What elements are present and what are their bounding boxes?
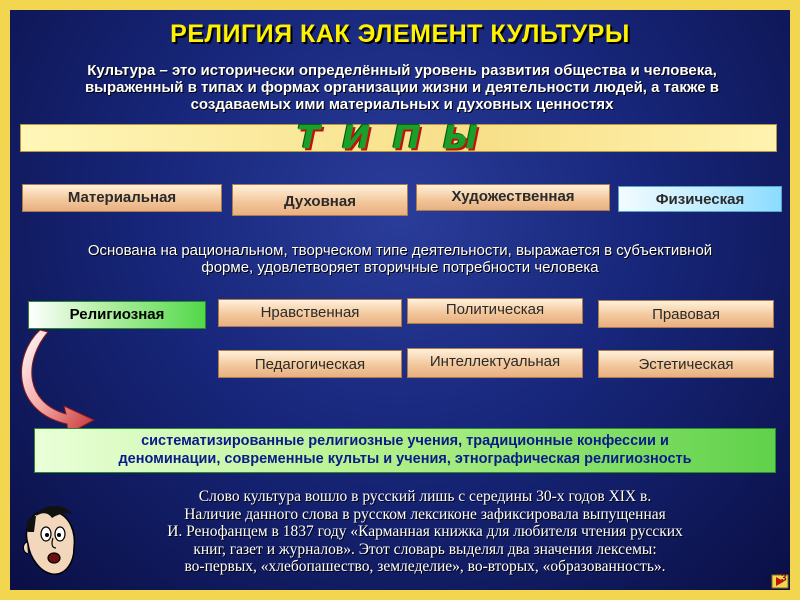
next-slide-button[interactable] (770, 573, 790, 590)
history-note-4: книг, газет и журналов». Этот словарь выделял два значения лексемы: (193, 540, 657, 558)
form-political-label: Политическая (445, 301, 545, 318)
slide-number: 3 (781, 573, 787, 584)
type-spiritual-label: Духовная (284, 193, 356, 210)
religious-forms-1: систематизированные религиозные учения, традиционные конфессии и (141, 433, 669, 449)
form-religious-label: Религиозная (69, 306, 165, 323)
definition-term: Культура (87, 62, 156, 79)
form-political[interactable] (407, 298, 583, 324)
type-physical-label: Физическая (655, 191, 745, 208)
spiritual-description-2: форме, удовлетворяет вторичные потребности человека (201, 259, 599, 276)
definition-text-2: выраженный в типах и формах организации жизни и деятельности людей, а также в (84, 79, 720, 96)
history-note-1: Слово культура вошло в русский лишь с середины 30-х годов XIX в. (198, 488, 652, 505)
form-aesthetic[interactable] (598, 350, 774, 378)
form-aesthetic-label: Эстетическая (638, 356, 734, 373)
form-legal-label: Правовая (652, 306, 720, 323)
spiritual-description (20, 242, 780, 276)
type-artistic[interactable] (416, 184, 610, 211)
types-banner-text: ТИПЫ (296, 119, 501, 157)
form-intellectual-label: Интеллектуальная (429, 353, 561, 370)
form-legal[interactable] (598, 300, 774, 328)
cartoon-face-icon (22, 502, 82, 582)
history-note (90, 488, 760, 576)
type-material-label: Материальная (67, 189, 177, 206)
slide-title: РЕЛИГИЯ КАК ЭЛЕМЕНТ КУЛЬТУРЫ (170, 20, 630, 48)
religious-forms-2: деноминации, современные культы и учения, этнографическая религиозность (118, 451, 692, 467)
type-spiritual[interactable] (232, 184, 408, 216)
form-pedagogical[interactable] (218, 350, 402, 378)
history-note-3: И. Ренофанцем в 1837 году «Карманная книжка для любителя чтения русских (167, 523, 683, 541)
history-note-5: во-первых, «хлебопашество, земледелие», во-вторых, «образованность». (184, 558, 666, 576)
type-artistic-label: Художественная (451, 188, 575, 205)
definition-text-3: создаваемых ими материальных и духовных ценностях (190, 96, 614, 113)
religious-forms-box (34, 428, 776, 473)
form-intellectual[interactable] (407, 348, 583, 378)
culture-definition (42, 62, 762, 113)
types-banner (20, 119, 777, 157)
form-moral[interactable] (218, 299, 402, 327)
type-material[interactable] (22, 184, 222, 212)
next-arrow-icon (770, 573, 790, 590)
spiritual-description-1: Основана на рациональном, творческом типе деятельности, выражается в субъективной (87, 242, 713, 259)
type-physical[interactable] (618, 186, 782, 212)
form-moral-label: Нравственная (260, 304, 360, 321)
history-note-2: Наличие данного слова в русском лексиконе зафиксировала выпущенная (184, 505, 666, 523)
slide (10, 10, 790, 590)
definition-text-1: – это исторически определённый уровень развития общества и человека, (155, 62, 717, 79)
form-religious[interactable] (28, 301, 206, 329)
form-pedagogical-label: Педагогическая (254, 356, 366, 373)
